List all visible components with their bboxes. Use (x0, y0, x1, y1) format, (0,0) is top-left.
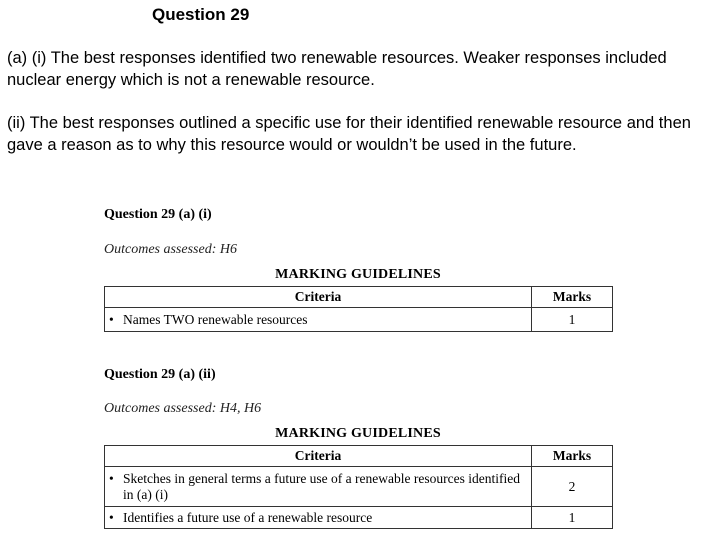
criterion-cell (105, 507, 532, 529)
page-title: Question 29 (152, 5, 250, 24)
marking-guidelines-title: MARKING GUIDELINES (275, 267, 441, 282)
answer-paragraph-a-i: (a) (i) The best responses identified two renewable resources. Weaker responses included nuclear energy which is not a renewable resource. (7, 49, 667, 89)
question-heading: Question 29 (a) (ii) (104, 367, 216, 382)
table-row (105, 467, 613, 507)
criterion-cell (105, 467, 532, 507)
criterion-text: Names TWO renewable resources (123, 311, 308, 327)
bullet: • (109, 311, 114, 327)
marks-cell: 1 (532, 507, 613, 529)
criteria-header: Criteria (105, 446, 532, 467)
criterion-cell (105, 308, 532, 332)
question-heading: Question 29 (a) (i) (104, 207, 212, 222)
table-row (105, 308, 613, 332)
criteria-header: Criteria (105, 287, 532, 308)
criteria-table (104, 445, 613, 529)
criteria-table (104, 286, 613, 332)
marking-guidelines-title: MARKING GUIDELINES (275, 426, 441, 441)
marks-cell: 1 (532, 308, 613, 332)
bullet: • (109, 470, 114, 486)
bullet: • (109, 509, 114, 525)
outcomes-assessed: Outcomes assessed: H6 (104, 242, 237, 257)
marks-header: Marks (532, 446, 613, 467)
criterion-text: Sketches in general terms a future use of a renewable resources identified in (a) (i) (123, 470, 520, 502)
answer-paragraph-a-ii: (ii) The best responses outlined a specific use for their identified renewable resource and then gave a reason as to why this resource would or wouldn’t be used in the future. (7, 114, 691, 154)
criterion-text: Identifies a future use of a renewable resource (123, 509, 373, 525)
marks-cell: 2 (532, 467, 613, 507)
marks-header: Marks (532, 287, 613, 308)
table-row (105, 507, 613, 529)
outcomes-assessed: Outcomes assessed: H4, H6 (104, 401, 262, 416)
